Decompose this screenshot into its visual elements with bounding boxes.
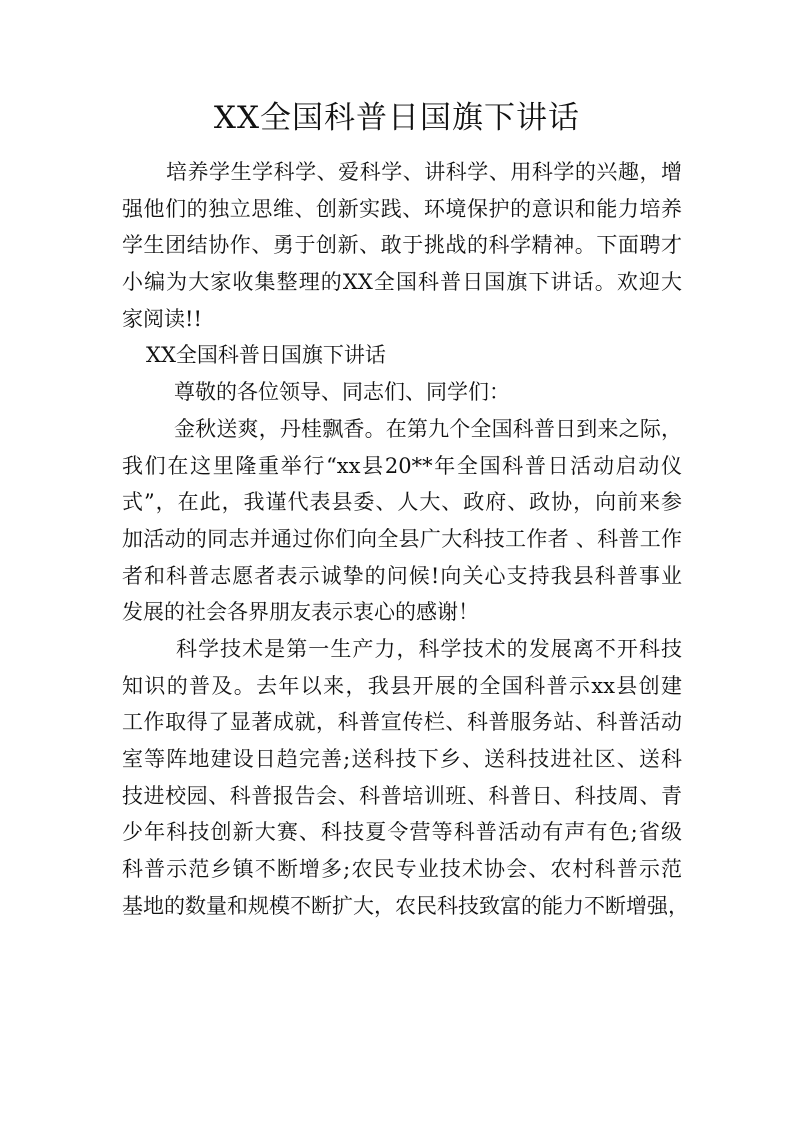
text-line: 发展的社会各界朋友表示衷心的感谢！ <box>122 600 479 625</box>
text-line: 学生团结协作、勇于创新、敢于挑战的科学精神。下面聘才 <box>122 233 682 258</box>
text-line: 知识的普及。去年以来，我县开展的全国科普示xx县创建 <box>122 673 682 698</box>
text-line: 科普示范乡镇不断增多;农民专业技术协会、农村科普示范 <box>122 857 682 882</box>
text-line: 培养学生学科学、爱科学、讲科学、用科学的兴趣，增 <box>166 160 682 184</box>
text-line: 基地的数量和规模不断扩大，农民科技致富的能力不断增强， <box>122 893 689 918</box>
text-line: 科学技术是第一生产力，科学技术的发展离不开科技 <box>176 636 682 661</box>
text-line: 者和科普志愿者表示诚挚的问候!向关心支持我县科普事业 <box>122 563 682 588</box>
text-line: 室等阵地建设日趋完善;送科技下乡、送科技进社区、送科 <box>122 747 682 771</box>
paragraph-subtitle <box>122 337 682 374</box>
document-body <box>122 154 689 924</box>
paragraph-intro <box>122 154 682 337</box>
text-line: 小编为大家收集整理的XX全国科普日国旗下讲话。欢迎大 <box>122 270 682 295</box>
document-title: XX全国科普日国旗下讲话 <box>213 100 581 136</box>
text-line: 强他们的独立思维、创新实践、环境保护的意识和能力培养 <box>122 196 682 221</box>
paragraph-science <box>122 631 689 925</box>
text-line: 家阅读!! <box>122 306 202 331</box>
text-line: 加活动的同志并通过你们向全县广大科技工作者 、科普工作 <box>122 526 682 551</box>
text-line: 式”，在此，我谨代表县委、人大、政府、政协，向前来参 <box>122 490 682 515</box>
paragraph-greeting <box>122 374 682 411</box>
paragraph-opening <box>122 411 682 631</box>
text-line: 工作取得了显著成就，科普宣传栏、科普服务站、科普活动 <box>122 710 682 735</box>
text-line: 金秋送爽，丹桂飘香。在第九个全国科普日到来之际， <box>174 416 682 441</box>
text-line: 我们在这里隆重举行“xx县20**年全国科普日活动启动仪 <box>122 453 682 478</box>
text-line: XX全国科普日国旗下讲话 <box>146 343 386 368</box>
text-line: 尊敬的各位领导、同志们、同学们： <box>174 380 510 405</box>
text-line: 少年科技创新大赛、科技夏令营等科普活动有声有色;省级 <box>122 820 682 845</box>
text-line: 技进校园、科普报告会、科普培训班、科普日、科技周、青 <box>122 783 682 808</box>
